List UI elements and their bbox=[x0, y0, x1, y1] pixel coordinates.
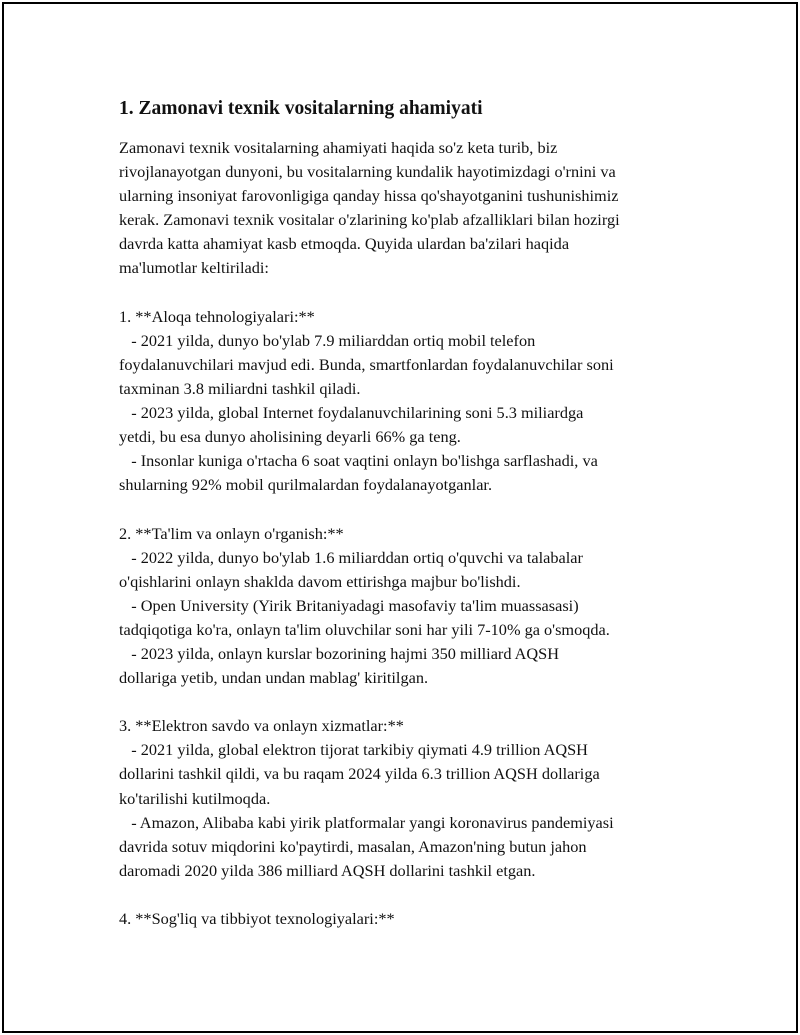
section-title-ecommerce: 3. **Elektron savdo va onlayn xizmatlar:** bbox=[119, 716, 404, 736]
paragraph-spacer bbox=[119, 883, 704, 907]
section-title-education: 2. **Ta'lim va onlayn o'rganish:** bbox=[119, 523, 344, 543]
page-frame bbox=[2, 2, 798, 1033]
document-content bbox=[119, 96, 704, 931]
paragraph-spacer bbox=[119, 497, 704, 521]
section-title-health: 4. **Sog'liq va tibbiyot texnologiyalari:** bbox=[119, 909, 395, 928]
section-title-communication: 1. **Aloqa tehnologiyalari:** bbox=[119, 306, 315, 326]
paragraph-spacer bbox=[119, 281, 704, 305]
paragraph-spacer bbox=[119, 690, 704, 714]
section-body-ecommerce: - 2021 yilda, global elektron tijorat tarkibiy qiymati 4.9 trillion AQSH dollarini tashkil qildi, va bu raqam 2024 yilda 6.3 trillion AQSH dollariga ko'tarilishi kutilmoqda. - Amazon, Alibaba kabi yirik platformalar yangi koronavirus pandemiyasi davrida sotuv miqdorini ko'paytirdi, masalan, Amazon'ning butun jahon daromadi 2020 yilda 386 milliard AQSH dollarini tashkil etgan. bbox=[119, 740, 614, 880]
intro-paragraph: Zamonavi texnik vositalarning ahamiyati haqida so'z keta turib, biz rivojlanayotgan dunyoni, bu vositalarning kundalik hayotimizdagi o'rnini va ularning insoniyat farovonligiga qanday hissa qo'shayotganini tushunishimiz kerak. Zamonavi texnik vositalar o'zlarining ko'plab afzalliklari bilan hozirgi davrda katta ahamiyat kasb etmoqda. Quyida ulardan ba'zilari haqida ma'lumotlar keltiriladi: bbox=[119, 138, 620, 278]
section-body-education: - 2022 yilda, dunyo bo'ylab 1.6 miliarddan ortiq o'quvchi va talabalar o'qishlarini onlayn shaklda davom ettirishga majbur bo'lishdi. - Open University (Yirik Britaniyadagi masofaviy ta'lim muassasasi) tadqiqotiga ko'ra, onlayn ta'lim oluvchilar soni har yili 7-10% ga o'smoqda. - 2023 yilda, onlayn kurslar bozorining hajmi 350 milliard AQSH dollariga yetib, undan undan mablag' kiritilgan. bbox=[119, 547, 610, 688]
section-body-communication: - 2021 yilda, dunyo bo'ylab 7.9 miliarddan ortiq mobil telefon foydalanuvchilari mavjud edi. Bunda, smartfonlardan foydalanuvchilar soni taxminan 3.8 miliardni tashkil qiladi. - 2023 yilda, global Internet foydalanuvchilarining soni 5.3 miliardga yetdi, bu esa dunyo aholisining deyarli 66% ga teng. - Insonlar kuniga o'rtacha 6 soat vaqtini onlayn bo'lishga sarflashadi, va shularning 92% mobil qurilmalardan foydalanayotganlar. bbox=[119, 330, 614, 495]
page-title: 1. Zamonavi texnik vositalarning ahamiyati bbox=[119, 98, 483, 119]
